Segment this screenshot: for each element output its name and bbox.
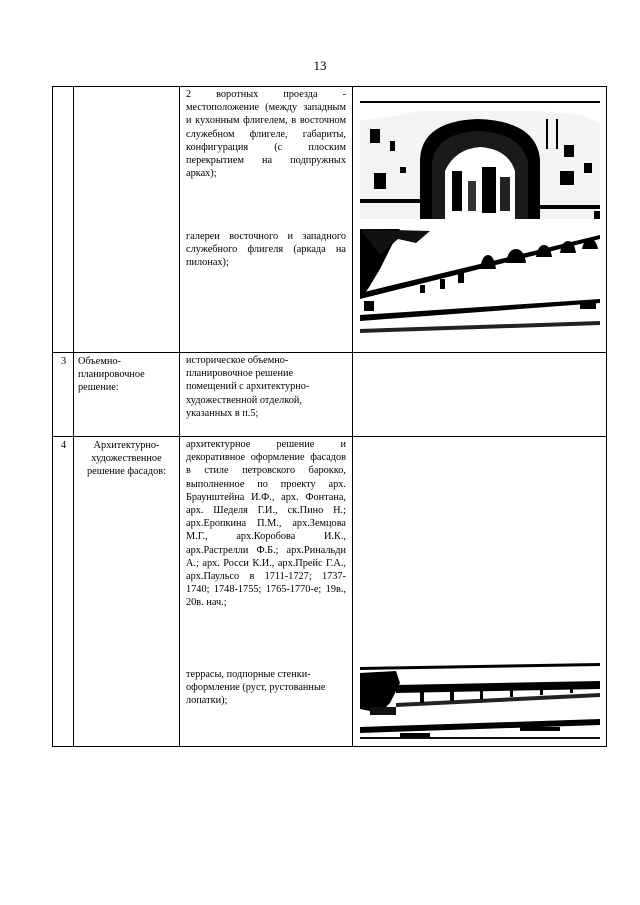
photo-cell [353, 353, 607, 437]
row-description [180, 87, 353, 353]
row-number: 3 [53, 353, 74, 437]
terrace-photo [360, 663, 600, 743]
list-item: террасы, подпорные стенки-оформление (руст, рустованные лопатки); [186, 669, 326, 707]
photo-cell [353, 87, 607, 353]
list-item: 2 воротных проезда - местоположение (между западным и кухонным флигелем, в восточном служебном флигеле, габариты, конфигурация (с плоским перекрытием на подпружных арках); [186, 89, 346, 180]
list-item: галереи восточного и западного служебного флигеля (аркада на пилонах); [186, 231, 346, 269]
row-name: Объемно-планировочное решение: [74, 353, 180, 437]
monument-table [52, 86, 607, 747]
row-number: 4 [53, 437, 74, 747]
row-number [53, 87, 74, 353]
list-item: историческое объемно-планировочное решение помещений с архитектурно-художественной отделкой, указанных в п.5; [186, 355, 310, 419]
page-number: 13 [313, 58, 327, 73]
gallery-arcade-photo [360, 229, 600, 333]
table-row [53, 353, 607, 437]
table-row [53, 437, 607, 747]
arch-gate-photo [360, 101, 600, 219]
row-name: Архитектурно-художественное решение фасадов: [74, 437, 180, 747]
row-description [180, 437, 353, 747]
list-item: архитектурное решение и декоративное оформление фасадов в стиле петровского барокко, выполненное по проекту арх. Браунштейна И.Ф., арх. Фонтана, арх. Шеделя Г.И., ск.Пино Н.; арх.Еропкина П.М., арх.Земцова М.Г., арх.Коробова И.К., арх.Растрелли Ф.Б.; арх.Ринальди А.; арх. Росси К.И., арх.Прейс Г.А., арх.Паульсо в 1711-1727; 1737-1740; 1748-1755; 1765-1770-е; 19в., 20в. нач.; [186, 439, 346, 609]
row-description [180, 353, 353, 437]
table-row [53, 87, 607, 353]
row-name [74, 87, 180, 353]
photo-cell [353, 437, 607, 747]
